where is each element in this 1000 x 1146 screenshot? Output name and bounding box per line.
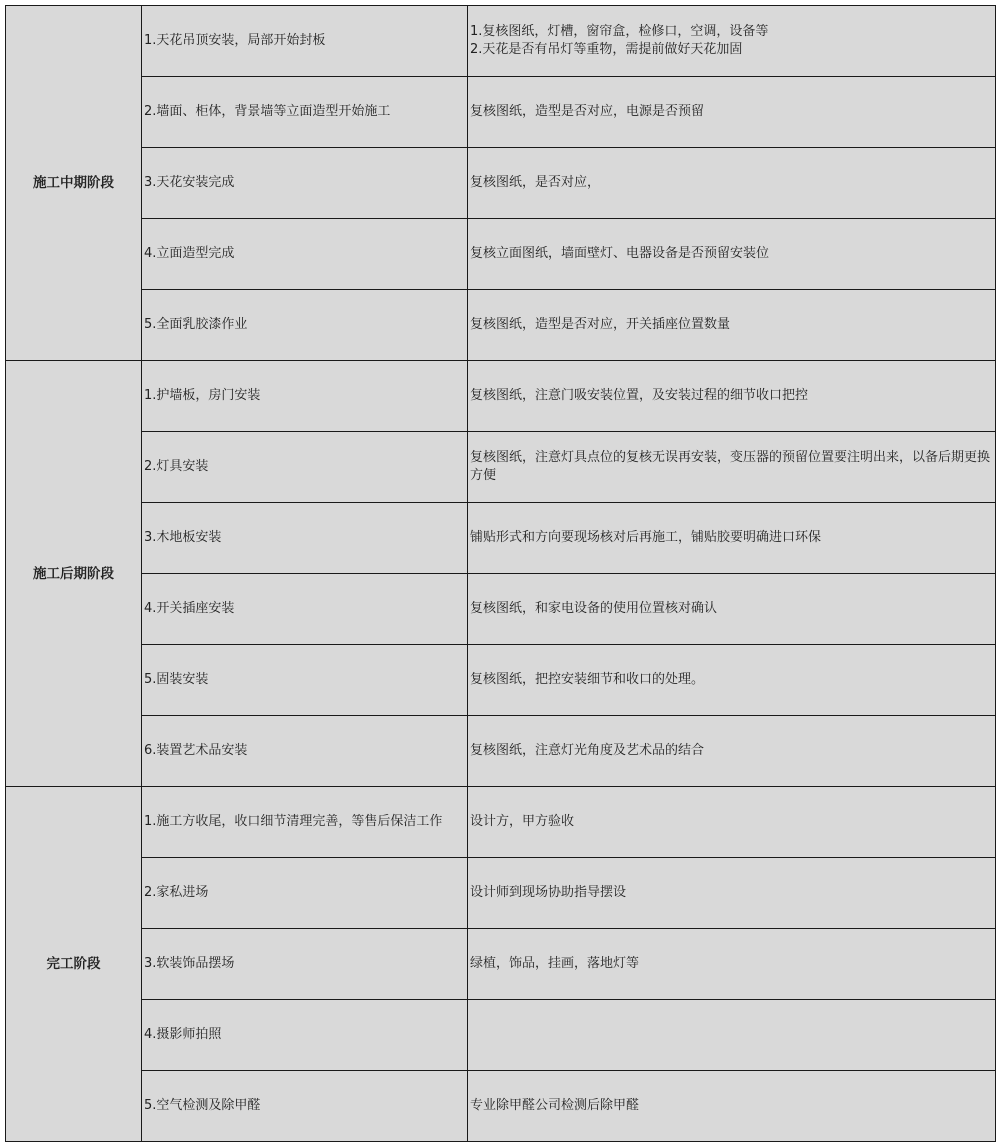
note-cell	[468, 787, 996, 858]
step-cell: 1.天花吊顶安装，局部开始封板	[142, 6, 468, 77]
note-line: 复核图纸，注意门吸安装位置，及安装过程的细节收口把控	[470, 388, 809, 403]
table-body	[6, 6, 996, 1142]
note-cell	[468, 432, 996, 503]
step-cell: 1.施工方收尾，收口细节清理完善，等售后保洁工作	[142, 787, 468, 858]
note-line: 铺贴形式和方向要现场核对后再施工，铺贴胶要明确进口环保	[470, 530, 822, 545]
table-row	[6, 929, 996, 1000]
table-row	[6, 503, 996, 574]
step-cell: 4.立面造型完成	[142, 219, 468, 290]
note-cell	[468, 858, 996, 929]
note-cell	[468, 645, 996, 716]
construction-checklist-sheet	[5, 5, 995, 1142]
note-cell	[468, 77, 996, 148]
step-cell: 3.木地板安装	[142, 503, 468, 574]
table-row	[6, 858, 996, 929]
note-line: 2.天花是否有吊灯等重物，需提前做好天花加固	[470, 42, 743, 57]
note-cell	[468, 148, 996, 219]
note-cell	[468, 361, 996, 432]
table-row	[6, 77, 996, 148]
step-cell: 5.全面乳胶漆作业	[142, 290, 468, 361]
note-line: 复核图纸，注意灯具点位的复核无误再安装，变压器的预留位置要注明出来，以备后期更换方便	[470, 450, 991, 483]
step-cell: 1.护墙板，房门安装	[142, 361, 468, 432]
table-row	[6, 361, 996, 432]
note-line: 设计师到现场协助指导摆设	[470, 885, 627, 900]
step-cell: 5.固装安装	[142, 645, 468, 716]
note-cell	[468, 716, 996, 787]
step-cell: 3.软装饰品摆场	[142, 929, 468, 1000]
stage-label-mid-construction: 施工中期阶段	[6, 6, 142, 361]
table-row	[6, 787, 996, 858]
note-cell	[468, 1071, 996, 1142]
construction-checklist-table	[5, 5, 996, 1142]
note-line: 复核图纸，是否对应，	[470, 175, 601, 190]
table-row	[6, 219, 996, 290]
note-line: 复核图纸，注意灯光角度及艺术品的结合	[470, 743, 705, 758]
note-line: 复核图纸，造型是否对应，开关插座位置数量	[470, 317, 731, 332]
table-row	[6, 290, 996, 361]
note-cell	[468, 6, 996, 77]
step-cell: 4.开关插座安装	[142, 574, 468, 645]
note-cell	[468, 503, 996, 574]
step-cell: 6.装置艺术品安装	[142, 716, 468, 787]
note-line: 复核立面图纸，墙面壁灯、电器设备是否预留安装位	[470, 246, 770, 261]
note-line: 复核图纸，造型是否对应，电源是否预留	[470, 104, 705, 119]
note-line: 1.复核图纸，灯槽，窗帘盒，检修口，空调，设备等	[470, 24, 769, 39]
step-cell: 4.摄影师拍照	[142, 1000, 468, 1071]
table-row	[6, 645, 996, 716]
table-row	[6, 6, 996, 77]
note-line: 设计方，甲方验收	[470, 814, 575, 829]
note-cell	[468, 290, 996, 361]
note-cell	[468, 574, 996, 645]
table-row	[6, 148, 996, 219]
note-cell	[468, 219, 996, 290]
note-cell	[468, 929, 996, 1000]
step-cell: 2.墙面、柜体，背景墙等立面造型开始施工	[142, 77, 468, 148]
step-cell: 5.空气检测及除甲醛	[142, 1071, 468, 1142]
step-cell: 2.家私进场	[142, 858, 468, 929]
note-line: 专业除甲醛公司检测后除甲醛	[470, 1098, 640, 1113]
note-line: 复核图纸，和家电设备的使用位置核对确认	[470, 601, 718, 616]
table-row	[6, 1000, 996, 1071]
note-line: 绿植，饰品，挂画，落地灯等	[470, 956, 640, 971]
table-row	[6, 432, 996, 503]
step-cell: 2.灯具安装	[142, 432, 468, 503]
step-cell: 3.天花安装完成	[142, 148, 468, 219]
table-row	[6, 1071, 996, 1142]
stage-label-completion: 完工阶段	[6, 787, 142, 1142]
table-row	[6, 574, 996, 645]
note-cell	[468, 1000, 996, 1071]
note-line: 复核图纸，把控安装细节和收口的处理。	[470, 672, 705, 687]
table-row	[6, 716, 996, 787]
stage-label-late-construction: 施工后期阶段	[6, 361, 142, 787]
